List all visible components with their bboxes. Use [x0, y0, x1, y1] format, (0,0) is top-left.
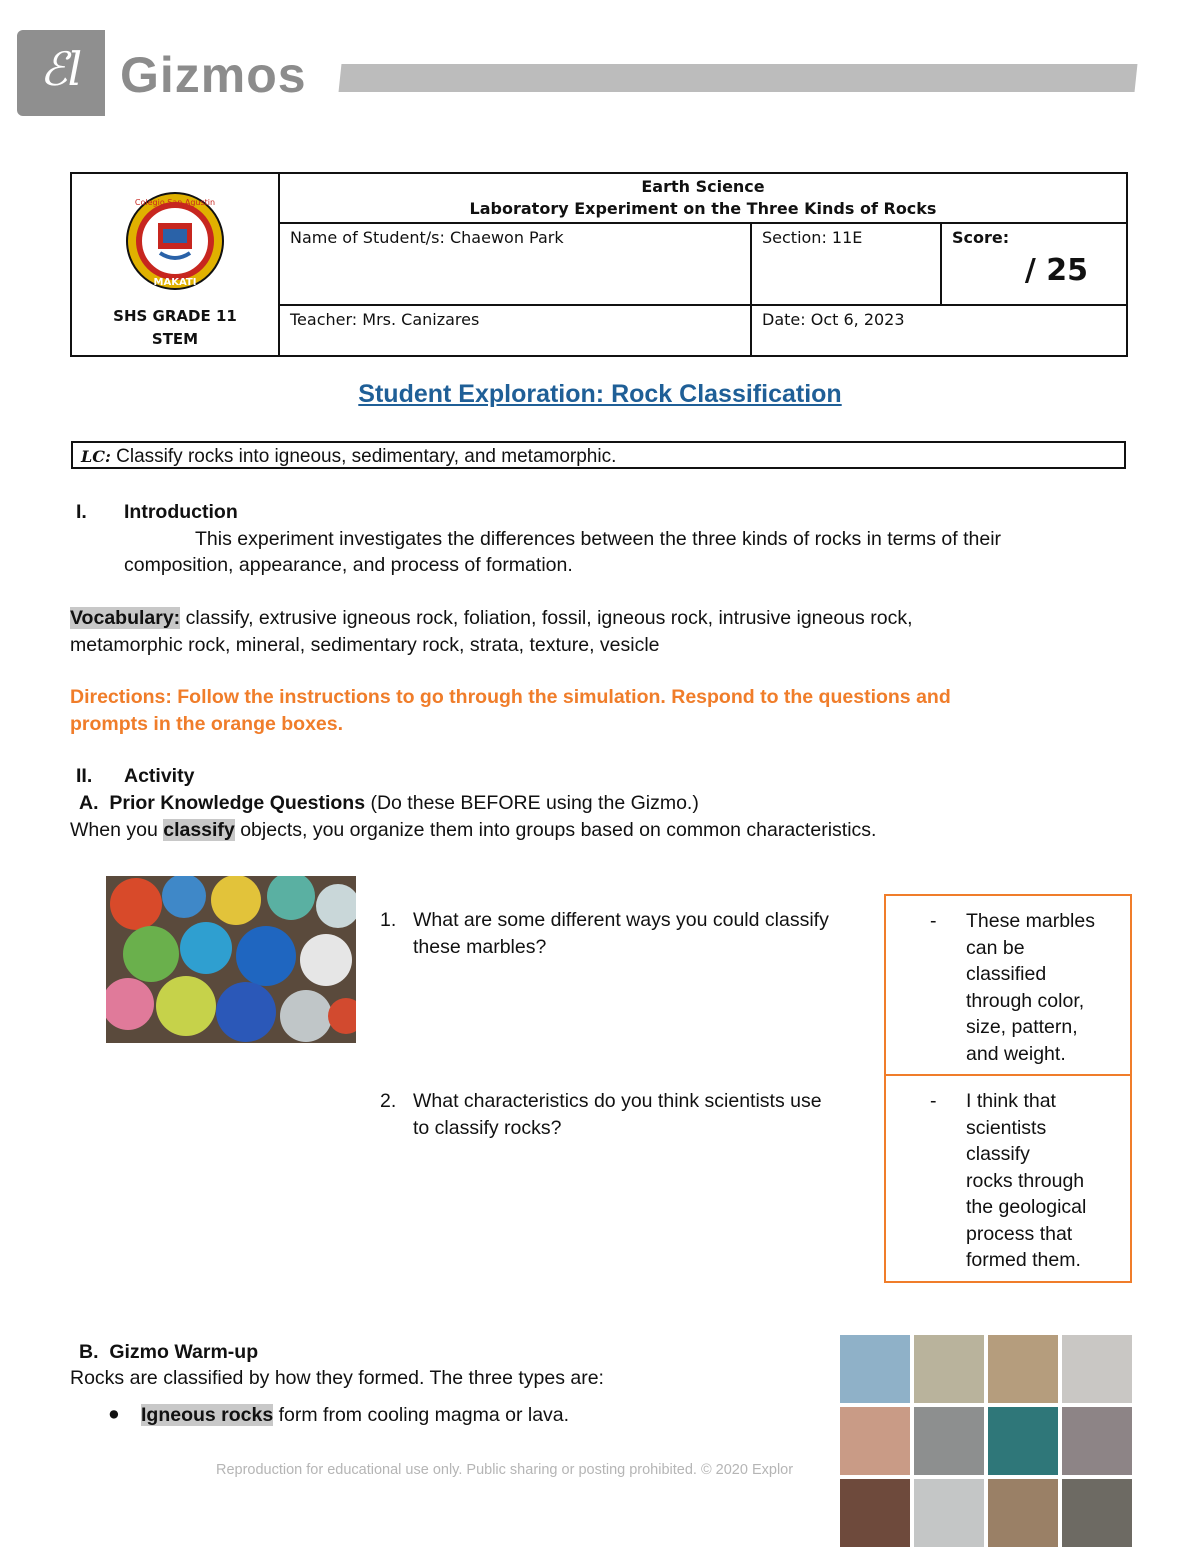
rock-sample-tile: [988, 1479, 1058, 1547]
school-seal-cell: [71, 173, 279, 356]
answer-box-2[interactable]: - I think that scientists classify rocks through the geological process that formed them.: [884, 1074, 1132, 1283]
header-title-cell: [279, 173, 1127, 223]
igneous-bullet: Igneous rocks form from cooling magma or lava.: [141, 1404, 570, 1426]
grade-label: SHS GRADE 11 STEM: [113, 307, 237, 348]
warmup-heading: B. Gizmo Warm-up: [79, 1341, 259, 1363]
question-1-line2: these marbles?: [413, 936, 547, 958]
rock-sample-tile: [914, 1479, 984, 1547]
rock-sample-tile: [914, 1335, 984, 1403]
learning-competency-box: LC: Classify rocks into igneous, sedimentary, and metamorphic.: [71, 441, 1126, 469]
rock-sample-tile: [1062, 1335, 1132, 1403]
warmup-intro: Rocks are classified by how they formed. The three types are:: [70, 1367, 604, 1389]
experiment-title: Laboratory Experiment on the Three Kinds of Rocks: [469, 199, 937, 218]
svg-text:MAKATI: MAKATI: [153, 277, 197, 288]
page-title: Student Exploration: Rock Classification: [358, 380, 842, 408]
rock-sample-tile: [988, 1335, 1058, 1403]
vocabulary-line2: metamorphic rock, mineral, sedimentary rock, strata, texture, vesicle: [70, 634, 660, 656]
vocabulary-line1: Vocabulary: classify, extrusive igneous rock, foliation, fossil, igneous rock, intrusive igneous rock,: [70, 607, 913, 629]
answer-1-text: These marbles can be classified through color, size, pattern, and weight.: [966, 910, 1095, 1065]
subject-title: Earth Science: [641, 177, 765, 196]
rock-samples-grid: [840, 1335, 1134, 1553]
rock-sample-tile: [1062, 1479, 1132, 1547]
question-2-number: 2.: [380, 1090, 397, 1112]
header-table: [70, 172, 1128, 357]
rock-sample-tile: [840, 1479, 910, 1547]
classify-sentence: When you classify objects, you organize them into groups based on common characteristics.: [70, 819, 877, 841]
header-bar: [339, 64, 1138, 92]
intro-line2: composition, appearance, and process of formation.: [124, 554, 573, 576]
footer-notice: Reproduction for educational use only. Public sharing or posting prohibited. © 2020 Explor: [216, 1462, 794, 1478]
section-cell: Section: 11E: [751, 223, 941, 305]
bullet-icon: ●: [108, 1403, 120, 1425]
score-cell: Score: / 25: [941, 223, 1127, 305]
intro-heading: Introduction: [124, 501, 238, 523]
intro-number: I.: [76, 501, 87, 523]
date-cell: Date: Oct 6, 2023: [751, 305, 1127, 356]
rock-sample-tile: [914, 1407, 984, 1475]
directions-line1: Directions: Follow the instructions to go through the simulation. Respond to the questions and: [70, 686, 951, 708]
rock-sample-tile: [840, 1335, 910, 1403]
directions-line2: prompts in the orange boxes.: [70, 713, 344, 735]
brand-name: Gizmos: [120, 47, 307, 103]
activity-number: II.: [76, 765, 93, 787]
rock-sample-tile: [840, 1407, 910, 1475]
question-1-number: 1.: [380, 909, 397, 931]
teacher-cell: Teacher: Mrs. Canizares: [279, 305, 751, 356]
prior-knowledge-heading: A. Prior Knowledge Questions (Do these BEFORE using the Gizmo.): [79, 792, 699, 814]
question-1-line1: What are some different ways you could classify: [413, 909, 829, 931]
intro-line1: This experiment investigates the differences between the three kinds of rocks in terms of their: [195, 528, 1002, 550]
rock-sample-tile: [988, 1407, 1058, 1475]
school-seal-icon: [120, 191, 230, 291]
answer-2-text: I think that scientists classify rocks through the geological process that formed them.: [966, 1090, 1087, 1271]
marbles-image: [106, 876, 356, 1043]
gizmos-logo: ℰl: [17, 30, 105, 116]
activity-heading: Activity: [124, 765, 195, 787]
rock-sample-tile: [1062, 1407, 1132, 1475]
answer-box-1[interactable]: - These marbles can be classified through color, size, pattern, and weight.: [884, 894, 1132, 1076]
question-2-line1: What characteristics do you think scientists use: [413, 1090, 822, 1112]
student-name-cell: Name of Student/s: Chaewon Park: [279, 223, 751, 305]
score-total: / 25: [1024, 253, 1088, 288]
question-2-line2: to classify rocks?: [413, 1117, 562, 1139]
svg-text:Colegio San Agustin: Colegio San Agustin: [134, 198, 216, 207]
